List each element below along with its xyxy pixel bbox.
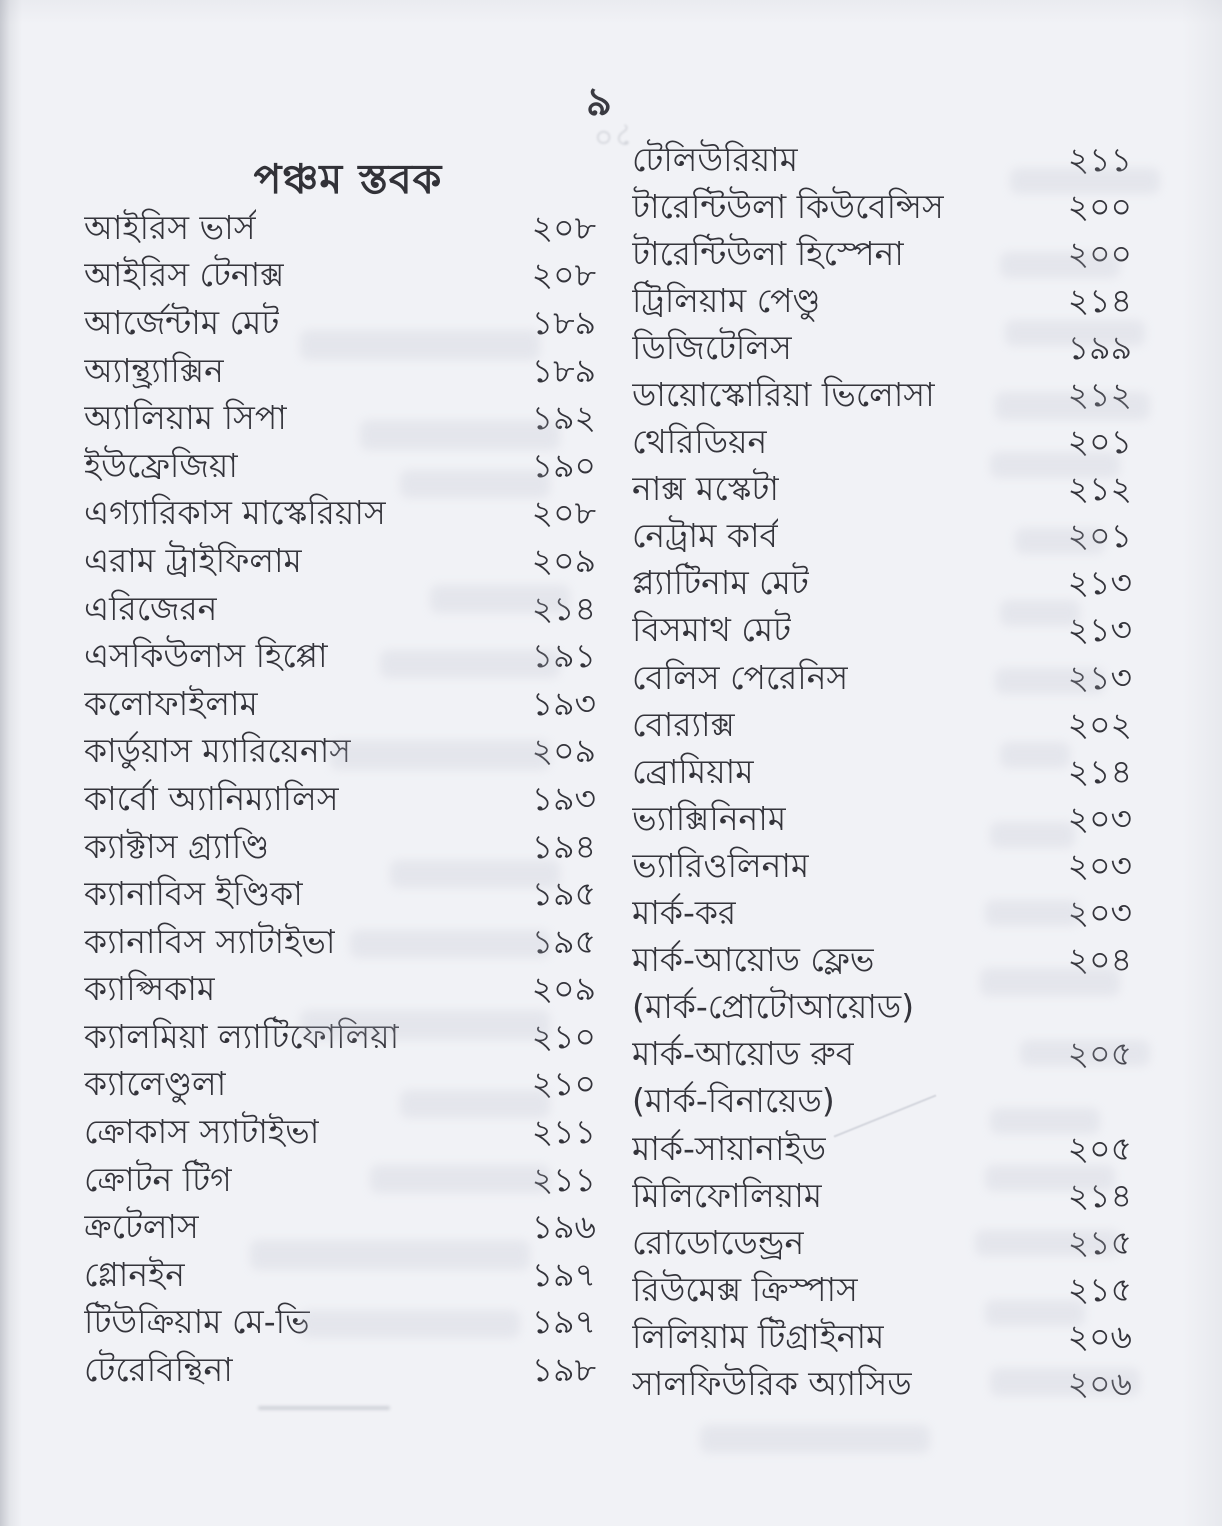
entry-page-number: ২০৮ — [531, 493, 596, 533]
index-entry-row — [84, 634, 596, 682]
entry-page-number: ২০৯ — [531, 969, 596, 1009]
entry-page-number: ২১২ — [1067, 375, 1132, 415]
index-entry-row — [84, 1301, 596, 1349]
entry-page-number: ২১৪ — [1067, 751, 1132, 791]
index-entry-row — [632, 326, 1132, 373]
entry-name: কার্বো অ্যানিম্যালিস — [84, 778, 339, 818]
index-entry-row — [632, 373, 1132, 420]
entry-name: নেট্রাম কার্ব — [632, 516, 778, 556]
entry-page-number: ২১১ — [1067, 139, 1132, 179]
index-entry-row — [84, 968, 596, 1016]
entry-page-number: ২১১ — [531, 1112, 596, 1152]
entry-name: ভ্যাক্সিনিনাম — [632, 798, 787, 838]
entry-name: প্ল্যাটিনাম মেট — [632, 563, 809, 603]
entry-page-number: ২১৫ — [1067, 1269, 1132, 1309]
entry-page-number: ১৮৯ — [531, 350, 596, 390]
index-entry-row — [632, 986, 1132, 1033]
entry-name: টারেন্টিউলা হিস্পেনা — [632, 233, 904, 273]
entry-name: মিলিফোলিয়াম — [632, 1175, 823, 1215]
entry-page-number: ১৯৭ — [531, 1254, 596, 1294]
entry-page-number: ২১৩ — [1067, 657, 1132, 697]
index-entry-row — [84, 682, 596, 730]
section-title: পঞ্চম স্তবক — [253, 155, 443, 203]
entry-name: (মার্ক-বিনায়েড) — [632, 1081, 835, 1121]
entry-page-number: ২০৫ — [1067, 1034, 1132, 1074]
entry-page-number: ১৯৩ — [531, 683, 596, 723]
index-entry-row — [632, 892, 1132, 939]
index-entry-row — [632, 515, 1132, 562]
entry-name: অ্যালিয়াম সিপা — [84, 398, 287, 438]
entry-name: এরিজেরন — [84, 588, 218, 628]
entry-name: ক্রোকাস স্যাটাইভা — [84, 1112, 320, 1152]
index-column-right — [632, 138, 1132, 1410]
entry-name: রোডোডেন্ড্রন — [632, 1222, 805, 1262]
entry-page-number: ১৯৫ — [531, 921, 596, 961]
entry-page-number: ২১১ — [531, 1159, 596, 1199]
entry-page-number: ১৯৮ — [531, 1350, 596, 1390]
index-entry-row — [84, 920, 596, 968]
entry-page-number: ১৯৫ — [531, 874, 596, 914]
entry-name: মার্ক-আয়োড রুব — [632, 1034, 855, 1074]
index-entry-row — [632, 1033, 1132, 1080]
index-entry-row — [84, 777, 596, 825]
index-entry-row — [632, 1362, 1132, 1409]
index-entry-row — [632, 1221, 1132, 1268]
entry-page-number: ২০৩ — [1067, 798, 1132, 838]
index-column-left — [84, 206, 596, 1396]
entry-name: টেলিউরিয়াম — [632, 139, 799, 179]
index-entry-row — [84, 1063, 596, 1111]
entry-page-number: ১৯৭ — [531, 1302, 596, 1342]
index-entry-row — [632, 279, 1132, 326]
entry-name: থেরিডিয়ন — [632, 422, 768, 462]
entry-page-number: ২০৮ — [531, 207, 596, 247]
index-entry-row — [632, 1174, 1132, 1221]
entry-name: টেরেবিন্থিনা — [84, 1350, 233, 1390]
entry-name: ক্যালেণ্ডুলা — [84, 1064, 227, 1104]
entry-name: এসকিউলাস হিপ্পো — [84, 636, 328, 676]
index-entry-row — [84, 254, 596, 302]
entry-page-number: ১৯৩ — [531, 778, 596, 818]
index-entry-row — [84, 444, 596, 492]
entry-name: গ্লোনইন — [84, 1254, 185, 1294]
entry-name: ক্যাপ্সিকাম — [84, 969, 216, 1009]
entry-name: টিউক্রিয়াম মে-ভি — [84, 1302, 310, 1342]
entry-name: আইরিস টেনাক্স — [84, 255, 285, 295]
index-entry-row — [632, 797, 1132, 844]
entry-page-number: ২১৩ — [1067, 563, 1132, 603]
entry-name: রিউমেক্স ক্রিস্পাস — [632, 1269, 858, 1309]
entry-page-number: ১৯৬ — [531, 1207, 596, 1247]
entry-name: কার্ডুয়াস ম্যারিয়েনাস — [84, 731, 352, 771]
entry-name: অ্যান্থ্র্যাক্সিন — [84, 350, 224, 390]
index-entry-row — [632, 562, 1132, 609]
entry-page-number: ২০০ — [1067, 186, 1132, 226]
entry-page-number: ২০৯ — [531, 540, 596, 580]
entry-page-number: ২০২ — [1067, 704, 1132, 744]
index-entry-row — [84, 1110, 596, 1158]
entry-page-number: ২০৪ — [1067, 940, 1132, 980]
entry-name: ইউফ্রেজিয়া — [84, 445, 238, 485]
entry-name: আর্জেন্টাম মেট — [84, 302, 280, 342]
entry-page-number: ১৯২ — [531, 398, 596, 438]
index-entry-row — [84, 206, 596, 254]
index-entry-row — [632, 468, 1132, 515]
index-entry-row — [632, 185, 1132, 232]
entry-page-number: ২০১ — [1067, 516, 1132, 556]
entry-page-number: ১৯১ — [531, 636, 596, 676]
entry-name: ভ্যারিওলিনাম — [632, 845, 810, 885]
entry-name: আইরিস ভার্স — [84, 207, 256, 247]
entry-page-number: ২১৪ — [1067, 1175, 1132, 1215]
scan-smudge — [258, 1406, 390, 1410]
index-entry-row — [632, 750, 1132, 797]
entry-page-number: ২০৩ — [1067, 893, 1132, 933]
page-number: ৯ — [586, 79, 612, 125]
entry-page-number: ১৮৯ — [531, 302, 596, 342]
index-entry-row — [632, 1268, 1132, 1315]
entry-page-number: ২০৮ — [531, 255, 596, 295]
entry-name: নাক্স মস্কেটা — [632, 469, 779, 509]
index-entry-row — [84, 492, 596, 540]
index-entry-row — [84, 1205, 596, 1253]
index-entry-row — [632, 138, 1132, 185]
entry-name: সালফিউরিক অ্যাসিড — [632, 1363, 912, 1403]
entry-page-number: ১৯০ — [531, 445, 596, 485]
index-entry-row — [84, 1348, 596, 1396]
index-entry-row — [632, 421, 1132, 468]
bleedthrough-artifact — [700, 1425, 930, 1453]
entry-name: কলোফাইলাম — [84, 683, 258, 723]
entry-name: ডিজিটেলিস — [632, 327, 792, 367]
index-entry-row — [632, 609, 1132, 656]
entry-name: ক্যানাবিস ইণ্ডিকা — [84, 874, 303, 914]
entry-name: লিলিয়াম টিগ্রাইনাম — [632, 1316, 885, 1356]
entry-name: মার্ক-কর — [632, 893, 737, 933]
entry-name: ক্যাক্টাস গ্র্যাণ্ডি — [84, 826, 270, 866]
entry-page-number: ২১০ — [531, 1064, 596, 1104]
entry-name: বোর‍্যাক্স — [632, 704, 735, 744]
index-entry-row — [632, 703, 1132, 750]
entry-page-number: ২০৩ — [1067, 845, 1132, 885]
entry-page-number: ১৯৯ — [1067, 327, 1132, 367]
index-entry-row — [84, 539, 596, 587]
entry-page-number: ২০৫ — [1067, 1128, 1132, 1168]
index-entry-row — [84, 872, 596, 920]
entry-name: ক্যানাবিস স্যাটাইভা — [84, 921, 336, 961]
index-entry-row — [632, 1315, 1132, 1362]
index-entry-row — [632, 1080, 1132, 1127]
entry-page-number: ২০০ — [1067, 233, 1132, 273]
entry-page-number: ২১৫ — [1067, 1222, 1132, 1262]
index-entry-row — [84, 349, 596, 397]
entry-name: ব্রোমিয়াম — [632, 751, 754, 791]
entry-page-number: ২১০ — [531, 1016, 596, 1056]
bleedthrough-page-number: ১০ — [591, 116, 636, 157]
index-entry-row — [84, 396, 596, 444]
entry-name: টারেন্টিউলা কিউবেন্সিস — [632, 186, 944, 226]
entry-page-number: ২১৩ — [1067, 610, 1132, 650]
entry-name: এরাম ট্রাইফিলাম — [84, 540, 302, 580]
entry-page-number: ২১২ — [1067, 469, 1132, 509]
entry-name: ডায়োস্কোরিয়া ভিলোসা — [632, 375, 935, 415]
index-entry-row — [632, 1127, 1132, 1174]
entry-name: মার্ক-সায়ানাইড — [632, 1128, 826, 1168]
index-entry-row — [84, 587, 596, 635]
index-entry-row — [632, 656, 1132, 703]
entry-page-number: ২০৬ — [1067, 1363, 1132, 1403]
index-entry-row — [84, 1158, 596, 1206]
entry-name: ক্রোটন টিগ — [84, 1159, 232, 1199]
index-entry-row — [632, 844, 1132, 891]
index-entry-row — [632, 939, 1132, 986]
entry-name: ক্রটেলাস — [84, 1207, 199, 1247]
index-entry-row — [84, 1015, 596, 1063]
entry-name: বেলিস পেরেনিস — [632, 657, 849, 697]
index-entry-row — [632, 232, 1132, 279]
index-entry-row — [84, 1253, 596, 1301]
entry-name: বিসমাথ মেট — [632, 610, 792, 650]
index-entry-row — [84, 825, 596, 873]
entry-page-number: ২১৪ — [531, 588, 596, 628]
entry-name: মার্ক-আয়োড ফ্লেভ — [632, 940, 875, 980]
entry-page-number: ২১৪ — [1067, 280, 1132, 320]
entry-name: ট্রিলিয়াম পেণ্ডু — [632, 280, 821, 320]
entry-page-number: ২০১ — [1067, 422, 1132, 462]
entry-page-number: ২০৬ — [1067, 1316, 1132, 1356]
entry-name: (মার্ক-প্রোটোআয়োড) — [632, 987, 915, 1027]
entry-name: ক্যালমিয়া ল্যাটিফোলিয়া — [84, 1016, 400, 1056]
entry-page-number: ২০৯ — [531, 731, 596, 771]
index-entry-row — [84, 730, 596, 778]
index-entry-row — [84, 301, 596, 349]
entry-page-number: ১৯৪ — [531, 826, 596, 866]
entry-name: এগ্যারিকাস মাস্কেরিয়াস — [84, 493, 386, 533]
